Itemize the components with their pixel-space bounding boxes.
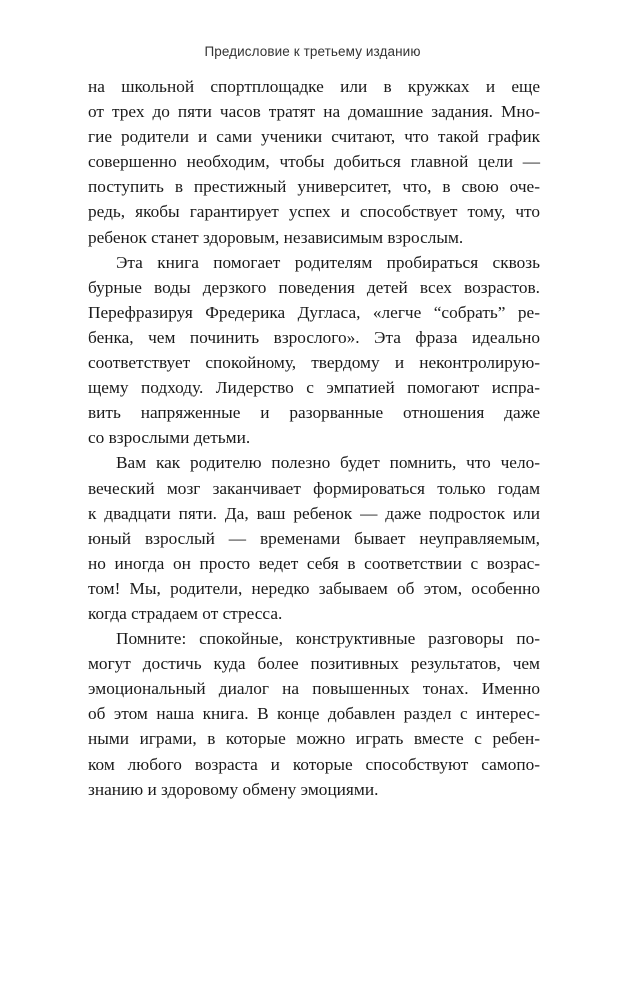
text-line: Помните: спокойные, конструктивные разговоры по-	[116, 629, 540, 649]
text-line: редь, якобы гарантирует успех и способствует тому, что	[88, 202, 540, 222]
text-line: на школьной спортплощадке или в кружках и еще	[88, 77, 540, 96]
text-line: гие родители и сами ученики считают, что такой график	[88, 127, 540, 147]
text-line: Вам как родителю полезно будет помнить, что чело-	[116, 453, 540, 473]
text-line: об этом наша книга. В конце добавлен раздел с интерес-	[88, 704, 540, 724]
text-line: бурные воды дерзкого поведения детей всех возрастов.	[88, 277, 540, 297]
paragraph	[88, 450, 540, 626]
running-head: Предисловие к третьему изданию	[204, 44, 421, 59]
paragraph	[88, 250, 540, 451]
text-line: эмоциональный диалог на повышенных тонах. Именно	[88, 679, 540, 699]
text-line: бенка, чем починить взрослого». Эта фраза идеально	[88, 327, 540, 347]
text-line: веческий мозг заканчивает формироваться только годам	[88, 478, 540, 498]
text-line: ными играми, в которые можно играть вместе с ребен-	[88, 729, 540, 749]
text-line: когда страдаем от стресса.	[88, 603, 283, 623]
text-line: ком любого возраста и которые способствуют самопо-	[88, 754, 540, 774]
body-text	[88, 74, 540, 802]
text-line: к двадцати пяти. Да, ваш ребенок — даже подросток или	[88, 503, 540, 523]
text-line: могут достичь куда более позитивных результатов, чем	[88, 654, 540, 674]
text-line: от трех до пяти часов тратят на домашние задания. Мно-	[88, 102, 540, 122]
text-line: юный взрослый — временами бывает неуправляемым,	[88, 528, 540, 548]
text-line: со взрослыми детьми.	[88, 428, 251, 448]
text-line: совершенно необходим, чтобы добиться главной цели —	[88, 152, 540, 172]
text-line: вить напряженные и разорванные отношения даже	[88, 403, 540, 423]
text-line: том! Мы, родители, нередко забываем об этом, особенно	[88, 578, 540, 598]
paragraph	[88, 74, 540, 250]
text-line: знанию и здоровому обмену эмоциями.	[88, 779, 379, 799]
text-line: Перефразируя Фредерика Дугласа, «легче “собрать” ре-	[88, 302, 540, 322]
text-line: Эта книга помогает родителям пробираться сквозь	[116, 252, 540, 272]
text-line: ребенок станет здоровым, независимым взрослым.	[88, 227, 464, 247]
paragraph	[88, 626, 540, 802]
text-line: соответствует спокойному, твердому и неконтролирую-	[88, 353, 540, 373]
text-line: но иногда он просто ведет себя в соответствии с возрас-	[88, 553, 540, 573]
text-line: поступить в престижный университет, что, в свою оче-	[88, 177, 540, 197]
text-line: щему подходу. Лидерство с эмпатией помогают испра-	[88, 378, 540, 398]
